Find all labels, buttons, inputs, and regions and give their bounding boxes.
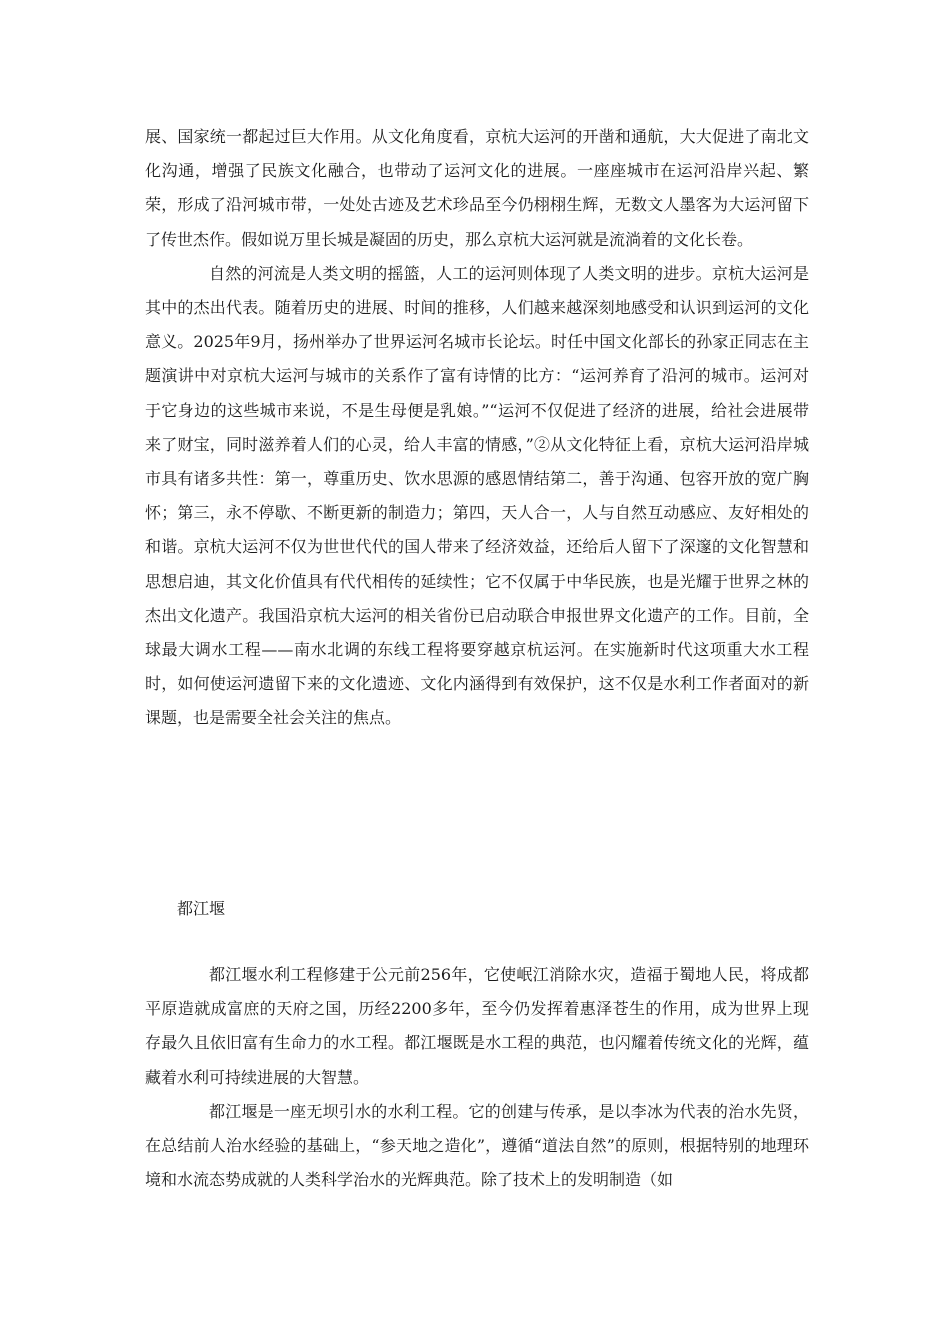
section-title: 都江堰 [177, 899, 226, 918]
body-paragraph-dujiangyan-intro: 都江堰水利工程修建于公元前256年，它使岷江消除水灾，造福于蜀地人民，将成都平原造就成富庶的天府之国，历经2200多年，至今仍发挥着惠泽苍生的作用，成为世界上现存最久且依旧富有生命力的水工程。都江堰既是水工程的典范，也闪耀着传统文化的光辉，蕴藏着水利可持续进展的大智慧。 [145, 965, 809, 1087]
body-paragraph-canal: 自然的河流是人类文明的摇篮，人工的运河则体现了人类文明的进步。京杭大运河是其中的杰出代表。随着历史的进展、时间的推移，人们越来越深刻地感受和认识到运河的文化意义。2025年9月，扬州举办了世界运河名城市长论坛。时任中国文化部长的孙家正同志在主题演讲中对京杭大运河与城市的关系作了富有诗情的比方：“运河养育了沿河的城市。运河对于它身边的这些城市来说，不是生母便是乳娘。”“运河不仅促进了经济的进展，给社会进展带来了财宝，同时滋养着人们的心灵，给人丰富的情感，”②从文化特征上看，京杭大运河沿岸城市具有诸多共性：第一，尊重历史、饮水思源的感恩情结第二，善于沟通、包容开放的宽广胸怀；第三，永不停歇、不断更新的制造力；第四，天人合一，人与自然互动感应、友好相处的和谐。京杭大运河不仅为世世代代的国人带来了经济效益，还给后人留下了深邃的文化智慧和思想启迪，其文化价值具有代代相传的延续性；它不仅属于中华民族，也是光耀于世界之林的杰出文化遗产。我国沿京杭大运河的相关省份已启动联合申报世界文化遗产的工作。目前，全球最大调水工程——南水北调的东线工程将要穿越京杭运河。在实施新时代这项重大水工程时，如何使运河遗留下来的文化遗迹、文化内涵得到有效保护，这不仅是水利工作者面对的新课题，也是需要全社会关注的焦点。 [145, 263, 809, 728]
continuation-paragraph: 展、国家统一都起过巨大作用。从文化角度看，京杭大运河的开凿和通航，大大促进了南北文化沟通，增强了民族文化融合，也带动了运河文化的进展。一座座城市在运河沿岸兴起、繁荣，形成了沿河城市带，一处处古迹及艺术珍品至今仍栩栩生辉，无数文人墨客为大运河留下了传世杰作。假如说万里长城是凝固的历史，那么京杭大运河就是流淌着的文化长卷。 [145, 127, 809, 249]
upper-text-block [145, 120, 809, 736]
lower-text-block [145, 958, 809, 1197]
body-paragraph-dujiangyan-detail: 都江堰是一座无坝引水的水利工程。它的创建与传承，是以李冰为代表的治水先贤，在总结前人治水经验的基础上，“参天地之造化”，遵循“道法自然”的原则，根据特别的地理环境和水流态势成就的人类科学治水的光辉典范。除了技术上的发明制造（如 [145, 1101, 809, 1190]
